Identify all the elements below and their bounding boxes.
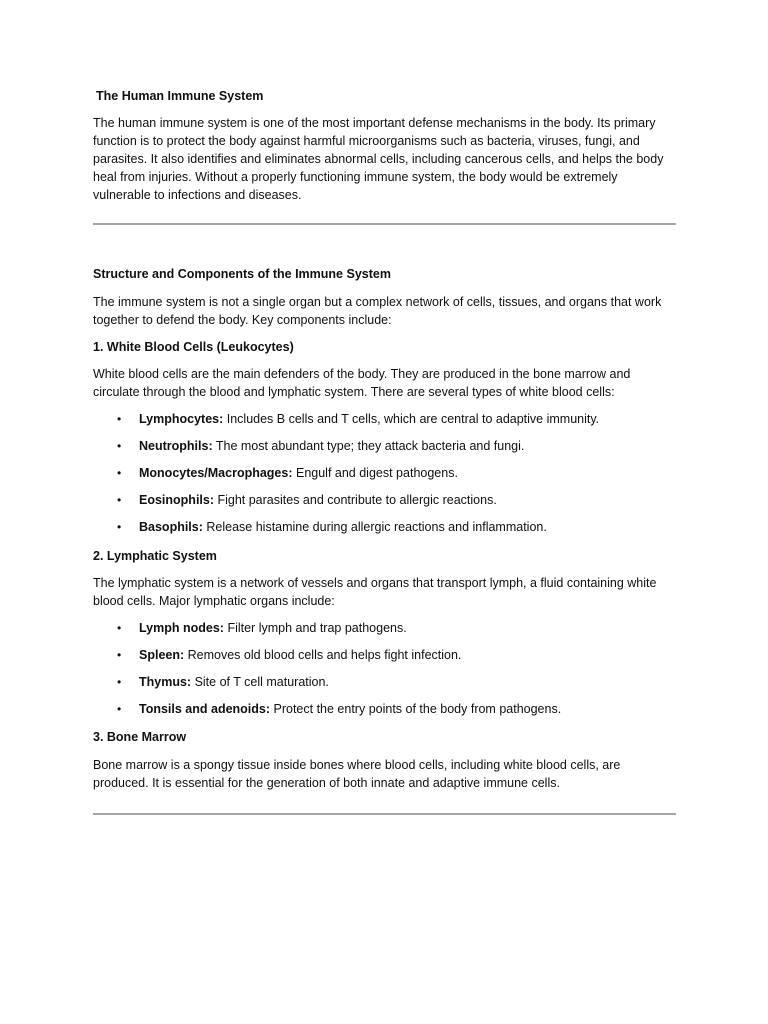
bullet-icon: •	[117, 412, 122, 426]
lymph-list	[93, 619, 676, 727]
item-term: Lymphocytes:	[139, 412, 224, 426]
item-description: Filter lymph and trap pathogens.	[223, 621, 407, 635]
item-term: Lymph nodes:	[139, 621, 224, 635]
list-item	[93, 619, 676, 646]
list-item	[93, 646, 676, 673]
item-term: Monocytes/Macrophages:	[139, 466, 293, 480]
item-term: Neutrophils:	[139, 439, 213, 453]
bullet-icon: •	[117, 439, 122, 453]
lymph-heading: 2. Lymphatic System	[93, 549, 217, 563]
list-item	[93, 410, 676, 437]
bullet-icon: •	[117, 493, 122, 507]
wbc-heading: 1. White Blood Cells (Leukocytes)	[93, 340, 294, 354]
item-term: Basophils:	[139, 520, 203, 534]
lymph-paragraph: The lymphatic system is a network of vessels and organs that transport lymph, a fluid containing white blood cells. Major lymphatic organs include:	[93, 576, 657, 608]
list-item	[93, 464, 676, 491]
marrow-heading: 3. Bone Marrow	[93, 730, 187, 744]
bullet-icon: •	[117, 621, 122, 635]
item-term: Eosinophils:	[139, 493, 214, 507]
item-description: Engulf and digest pathogens.	[292, 466, 458, 480]
item-description: Site of T cell maturation.	[191, 675, 329, 689]
bullet-icon: •	[117, 466, 122, 480]
intro-paragraph: The human immune system is one of the most important defense mechanisms in the body. Its primary function is to protect the body against harmful microorganisms such as bacteria, viruses, fungi, and parasites. It also identifies and eliminates abnormal cells, including cancerous cells, and helps the body heal from injuries. Without a properly functioning immune system, the body would be extremely vulnerable to infections and diseases.	[93, 116, 664, 202]
list-item	[93, 491, 676, 518]
item-description: Fight parasites and contribute to allergic reactions.	[214, 493, 497, 507]
list-item	[93, 673, 676, 700]
marrow-paragraph: Bone marrow is a spongy tissue inside bones where blood cells, including white blood cells, are produced. It is essential for the generation of both innate and adaptive immune cells.	[93, 758, 621, 790]
list-item	[93, 518, 676, 545]
section-heading: Structure and Components of the Immune System	[93, 267, 391, 281]
wbc-paragraph: White blood cells are the main defenders of the body. They are produced in the bone marrow and circulate through the blood and lymphatic system. There are several types of white blood cells:	[93, 367, 631, 399]
item-term: Tonsils and adenoids:	[139, 702, 271, 716]
bullet-icon: •	[117, 702, 122, 716]
bullet-icon: •	[117, 675, 122, 689]
list-item	[93, 700, 676, 727]
document-title: The Human Immune System	[96, 89, 264, 103]
bullet-icon: •	[117, 520, 122, 534]
bullet-icon: •	[117, 648, 122, 662]
item-term: Thymus:	[139, 675, 192, 689]
item-description: Release histamine during allergic reactions and inflammation.	[202, 520, 547, 534]
list-item	[93, 437, 676, 464]
section-intro-paragraph: The immune system is not a single organ but a complex network of cells, tissues, and organs that work together to defend the body. Key components include:	[93, 295, 662, 327]
divider-bottom	[93, 813, 676, 815]
divider-top	[93, 223, 676, 225]
item-description: Removes old blood cells and helps fight infection.	[184, 648, 462, 662]
item-description: The most abundant type; they attack bacteria and fungi.	[212, 439, 525, 453]
item-description: Includes B cells and T cells, which are central to adaptive immunity.	[223, 412, 600, 426]
item-description: Protect the entry points of the body from pathogens.	[270, 702, 562, 716]
item-term: Spleen:	[139, 648, 185, 662]
wbc-list	[93, 410, 676, 545]
